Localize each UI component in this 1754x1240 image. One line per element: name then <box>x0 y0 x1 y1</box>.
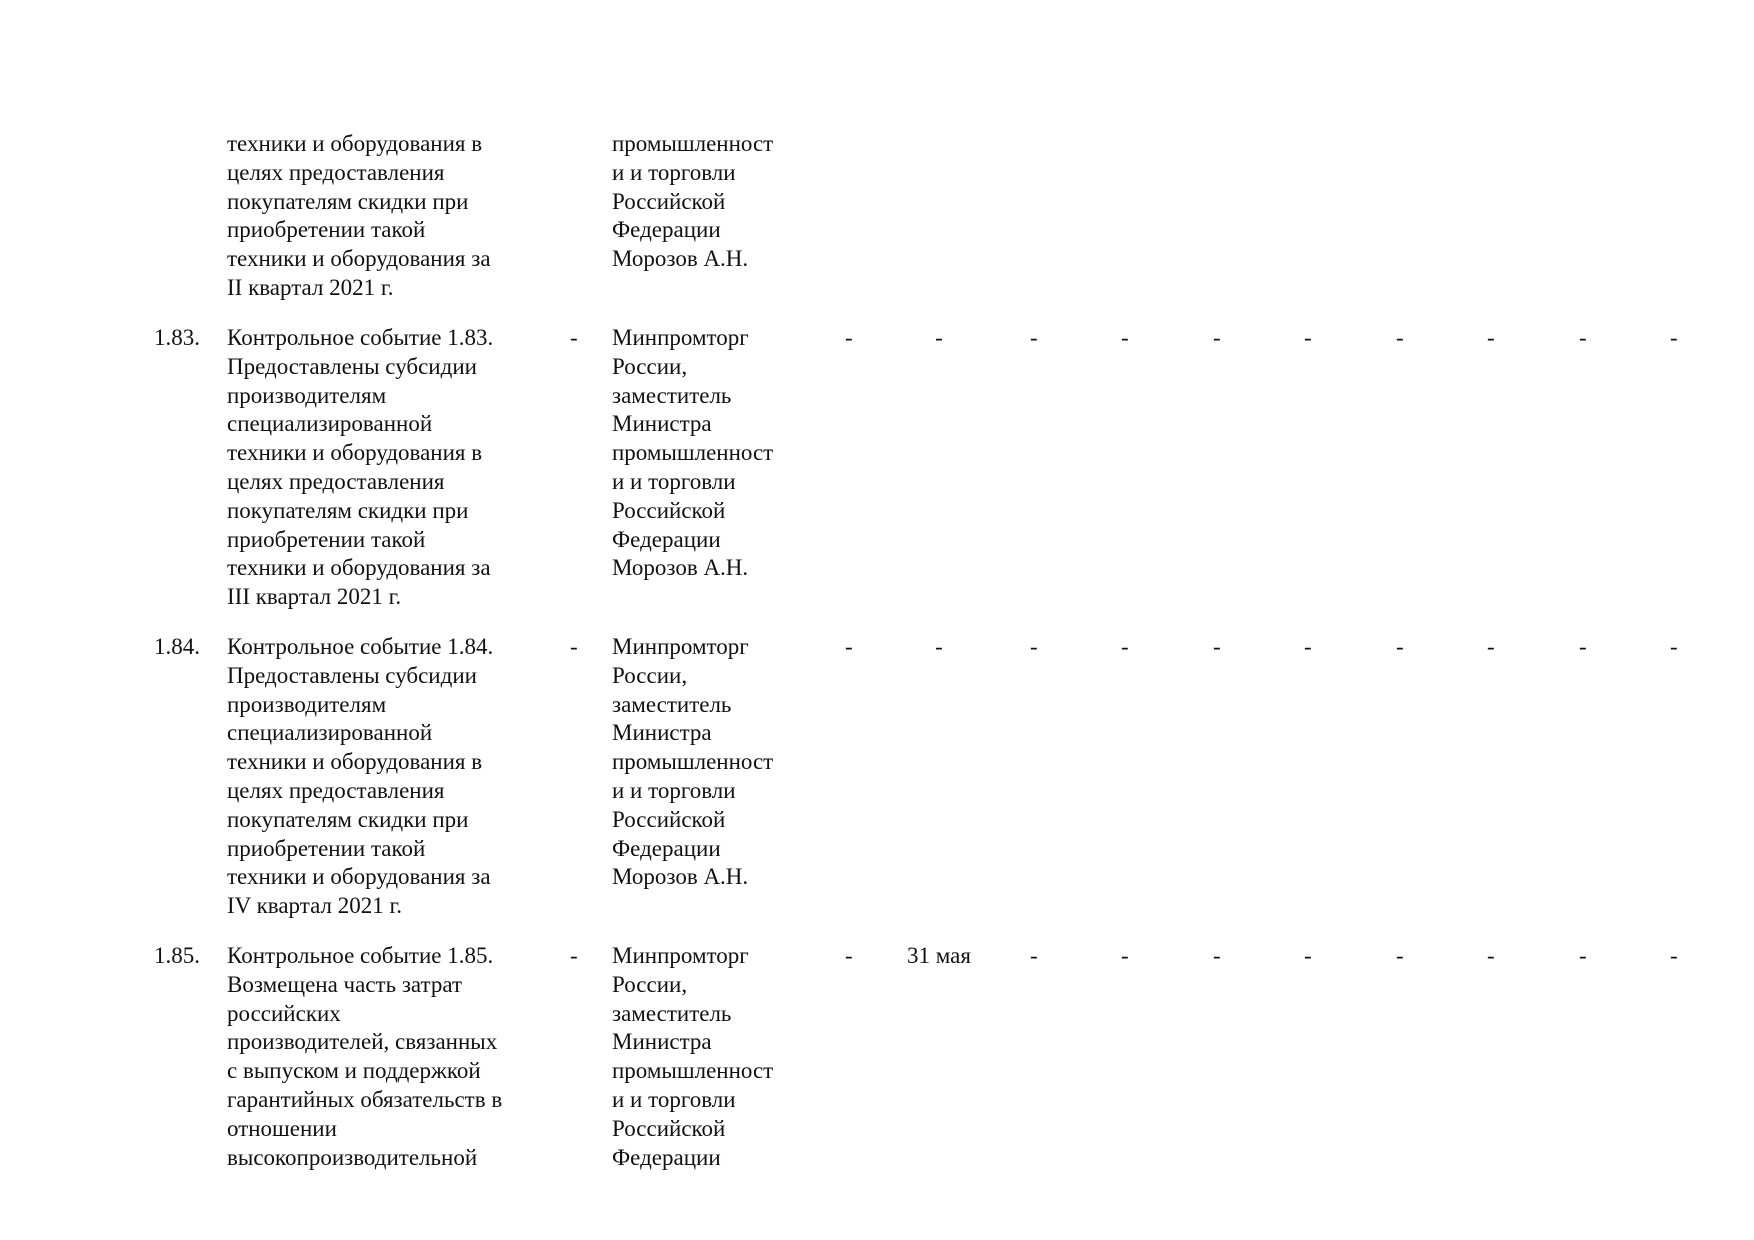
row-date-3: - <box>1030 943 1038 968</box>
row-date-8: - <box>1487 325 1495 350</box>
row-date-5: - <box>1213 634 1221 659</box>
document-page: техники и оборудования в целях предоставления покупателям скидки при приобретении такой техники и оборудования за II квартал 2021 г. промышленност и и торговли Российской Федерации Морозов А.Н. 1.83. Контрольное событие 1.83. Предоставлены субсидии производителям специализированной техники и оборудования в целях предоставления покупателям скидки при приобретении такой техники и оборудования за III квартал 2021 г. - Минпромторг России, заместитель Министра промышленност и и торговли Российской Федерации Морозов А.Н. - - - - - - - - - - 1.84. Контрольное событие 1.84. Предоставлены субсидии производителям специализированной техники и оборудования в целях предоставления покупателям скидки при приобретении такой техники и оборудования за IV квартал 2021 г. - Минпромторг России, заместитель Министра промышленност и и торговли Российской Федерации Морозов А.Н. - - - - - - - - - - 1.85. Контрольное событие 1.85. Возмещена часть затрат российских производителей, связанных с выпуском и поддержкой гарантийных обязательств в отношении высокопроизводительной - Минпромторг России, заместитель Министра промышленност и и торговли Российской Федерации - 31 мая - - - - - - - - <box>0 0 1754 1240</box>
row-date-7: - <box>1396 943 1404 968</box>
row-date-1: - <box>845 943 853 968</box>
row-date-4: - <box>1121 943 1129 968</box>
row-date-6: - <box>1304 943 1312 968</box>
row-date-6: - <box>1304 634 1312 659</box>
row-number: 1.85. <box>154 943 200 968</box>
row-date-7: - <box>1396 325 1404 350</box>
row-date-1: - <box>845 634 853 659</box>
row-date-7: - <box>1396 634 1404 659</box>
row-date-8: - <box>1487 634 1495 659</box>
row-number: 1.83. <box>154 325 200 350</box>
row-date-3: - <box>1030 325 1038 350</box>
row-date-4: - <box>1121 325 1129 350</box>
row-date-5: - <box>1213 943 1221 968</box>
row-date-10: - <box>1670 943 1678 968</box>
row-date-9: - <box>1579 325 1587 350</box>
row-date-9: - <box>1579 943 1587 968</box>
row-number: 1.84. <box>154 634 200 659</box>
row-col3: - <box>570 325 578 350</box>
row-date-4: - <box>1121 634 1129 659</box>
row-description: Контрольное событие 1.84. Предоставлены субсидии производителям специализированной техники и оборудования в целях предоставления покупателям скидки при приобретении такой техники и оборудования за IV квартал 2021 г. <box>227 634 494 919</box>
row-description: техники и оборудования в целях предоставления покупателям скидки при приобретении такой техники и оборудования за II квартал 2021 г. <box>227 131 491 300</box>
row-date-10: - <box>1670 325 1678 350</box>
row-date-8: - <box>1487 943 1495 968</box>
row-date-5: - <box>1213 325 1221 350</box>
row-date-10: - <box>1670 634 1678 659</box>
row-responsible: Минпромторг России, заместитель Министра промышленност и и торговли Российской Федерации <box>612 943 774 1170</box>
row-description: Контрольное событие 1.85. Возмещена часть затрат российских производителей, связанных с выпуском и поддержкой гарантийных обязательств в отношении высокопроизводительной <box>227 943 503 1170</box>
row-col3: - <box>570 943 578 968</box>
row-responsible: Минпромторг России, заместитель Министра промышленност и и торговли Российской Федерации Морозов А.Н. <box>612 325 774 581</box>
row-col3: - <box>570 634 578 659</box>
row-description: Контрольное событие 1.83. Предоставлены субсидии производителям специализированной техники и оборудования в целях предоставления покупателям скидки при приобретении такой техники и оборудования за III квартал 2021 г. <box>227 325 494 610</box>
row-date-1: - <box>845 325 853 350</box>
row-responsible: Минпромторг России, заместитель Министра промышленност и и торговли Российской Федерации Морозов А.Н. <box>612 634 774 890</box>
row-responsible: промышленност и и торговли Российской Федерации Морозов А.Н. <box>612 131 774 272</box>
row-date-9: - <box>1579 634 1587 659</box>
row-date-6: - <box>1304 325 1312 350</box>
row-date-3: - <box>1030 634 1038 659</box>
